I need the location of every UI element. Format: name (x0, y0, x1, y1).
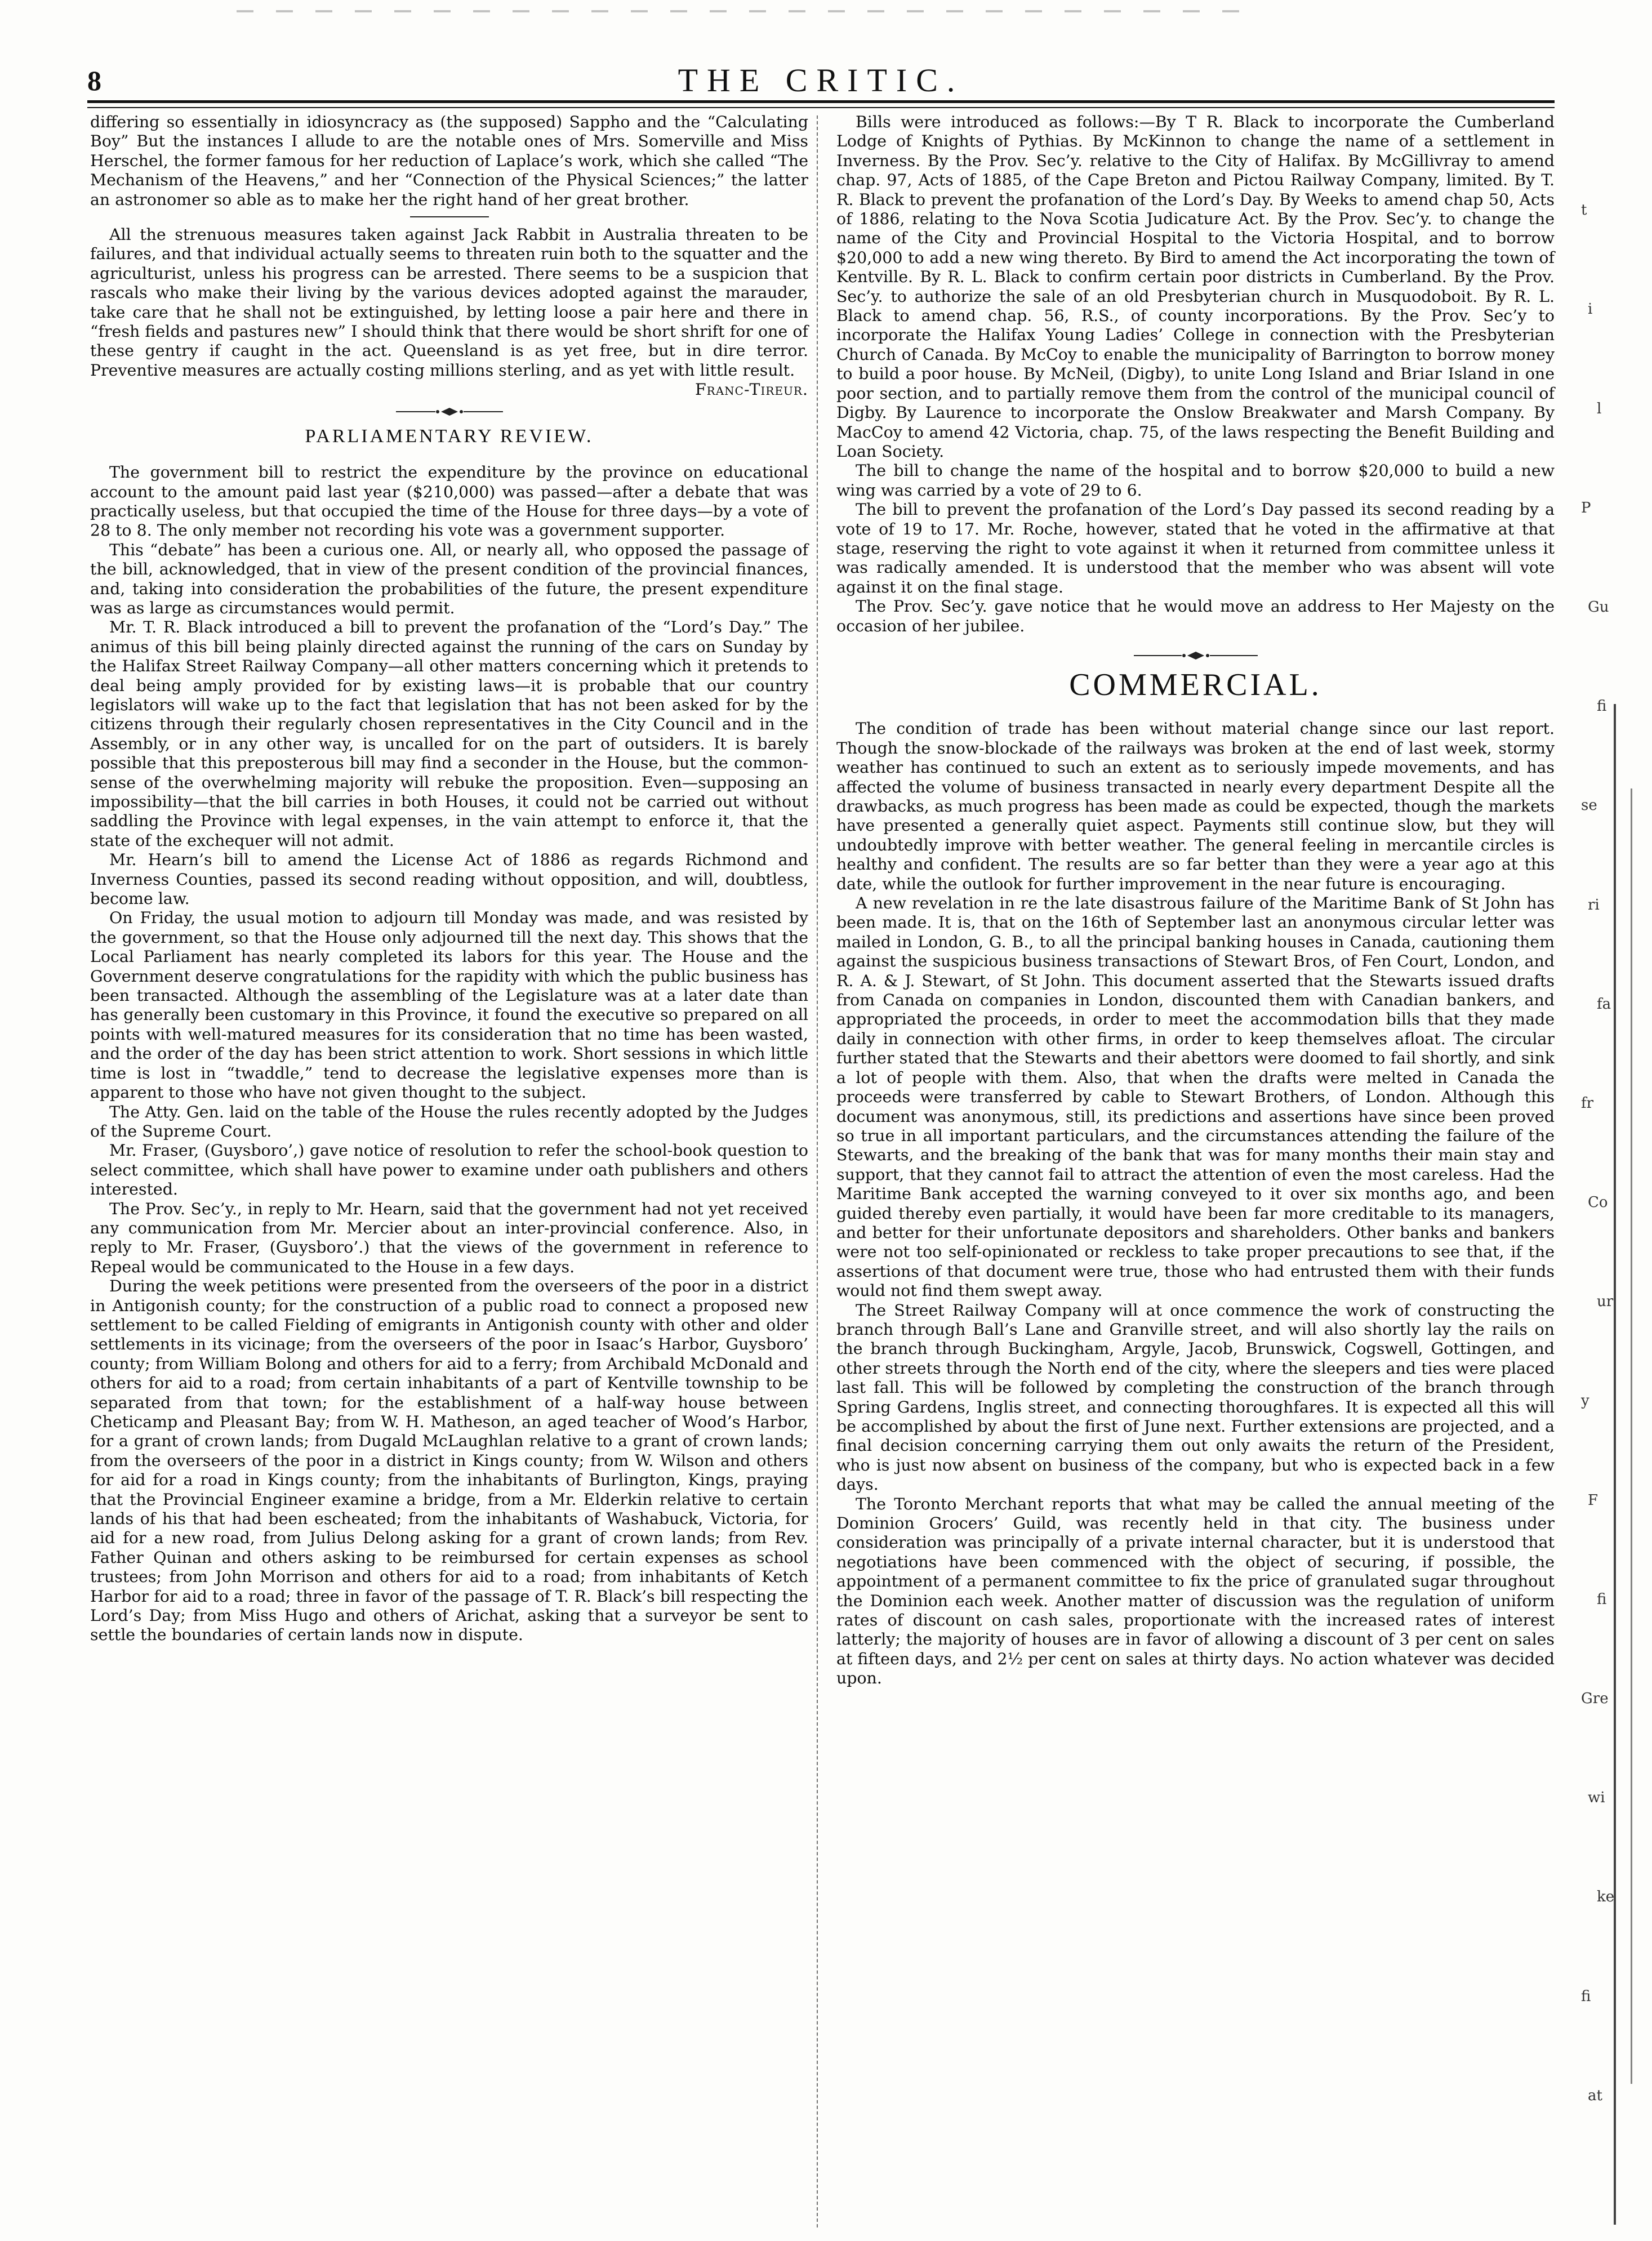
bills-paragraph: The bill to change the name of the hospital and to borrow $20,000 to build a new wing was carried by a vote of 29 to 6. (836, 461, 1555, 500)
edge-fragment: Gre (1581, 1690, 1609, 1707)
parliamentary-paragraph: Mr. Hearn’s bill to amend the License Act of 1886 as regards Richmond and Inverness Counties, passed its second reading without opposition, and will, doubtless, become law. (90, 850, 808, 908)
ornament-divider (90, 407, 808, 417)
parliamentary-paragraph: The Atty. Gen. laid on the table of the House the rules recently adopted by the Judges of the Supreme Court. (90, 1102, 808, 1140)
edge-fragment: F (1588, 1492, 1598, 1509)
edge-bar (1631, 788, 1632, 2084)
commercial-paragraph: A new revelation in re the late disastrous failure of the Maritime Bank of St John has been made. It is, that on the 16th of September last an anonymous circular letter was mailed in London, G. B., to all the principal banking houses in Canada, cautioning them against the suspicious business transactions of Stewart Bros, of Fen Court, London, and R. A. & J. Stewart, of St John. This document asserted that the Stewarts issued drafts from Canada on companies in London, discounted them with Canadian bankers, and appropriated the proceeds, in order to meet the accommodation bills that they made daily in connection with other firms, in order to keep themselves afloat. The circular further stated that the Stewarts and their abettors were doomed to fail shortly, and sink a lot of people with them. Also, that when the drafts were melted in Canada the proceeds were transferred by cable to Stewart Brothers, of London. Although this document was anonymous, still, its predictions and assertions have since been proved so true in all important particulars, and the circumstances attending the failure of the Stewarts, and the breaking of the bank that was for many months their main stay and support, that they cannot fail to attract the attention of even the most careless. Had the Maritime Bank accepted the warning conveyed to it over six months ago, and been guided thereby even partially, it would have been far more creditable to its managers, and better for their unfortunate depositors and shareholders. Other banks and bankers were not too self-opinionated or reckless to take proper precautions to see that, if the assertions of that document were true, those who had entrusted them with their funds would not find them swept away. (836, 894, 1555, 1300)
parliamentary-paragraph: Mr. Fraser, (Guysboro’,) gave notice of resolution to refer the school-book question to select committee, which shall have power to examine under oath publishers and others interested. (90, 1141, 808, 1199)
masthead-rule (87, 100, 1555, 108)
edge-fragment: fi (1597, 698, 1607, 715)
parliamentary-paragraph: On Friday, the usual motion to adjourn till Monday was made, and was resisted by the government, so that the House only adjourned till the next day. This shows that the Local Parliament has nearly completed its labors for this year. The House and the Government deserve congratulations for the rapidity with which the public business has been transacted. Although the assembling of the Legislature was at a later date than has generally been customary in this Province, it found the executive so prepared on all points with well-matured measures for its consideration that no time has been wasted, and the order of the day has been strict attention to work. Short sessions in which little time is lost in “twaddle,” tend to decrease the legislative expenses more than is apparent to those who have not given thought to the subject. (90, 908, 808, 1102)
signature-line (90, 380, 808, 399)
parliamentary-review-body (90, 463, 808, 1645)
parliamentary-paragraph: The government bill to restrict the expenditure by the province on educational account to the amount paid last year ($210,000) was passed—after a debate that was practically useless, but that occupied the time of the House for three days—by a vote of 28 to 8. The only member not recording his vote was a government supporter. (90, 463, 808, 540)
edge-fragment: P (1581, 500, 1591, 516)
commercial-section (836, 719, 1555, 1688)
rabbit-paragraph: All the strenuous measures taken against Jack Rabbit in Australia threaten to be failures, and that individual actually seems to threaten ruin both to the squatter and the agriculturist, unless his progress can be arrested. There seems to be a suspicion that rascals who make their living by the various devices adopted against the marauder, take care that he shall not be extinguished, by letting loose a pair here and there in “fresh fields and pastures new” I should think that there would be short shrift for one of these gentry if caught in the act. Queensland is as yet free, but in dire terror. Preventive measures are actually costing millions sterling, and as yet with little result. (90, 225, 808, 380)
bills-section (836, 113, 1555, 636)
edge-fragment: wi (1588, 1789, 1605, 1806)
parliamentary-paragraph: The Prov. Sec’y., in reply to Mr. Hearn, said that the government had not yet received any communication from Mr. Mercier about an inter-provincial conference. Also, in reply to Mr. Fraser, (Guysboro’.) that the views of the government in reference to Repeal would be communicated to the House in a few days. (90, 1199, 808, 1276)
edge-fragment: Gu (1588, 599, 1609, 616)
parliamentary-review-heading: PARLIAMENTARY REVIEW. (305, 425, 594, 447)
edge-fragment: fi (1581, 1988, 1591, 2005)
masthead (87, 62, 1555, 101)
edge-fragment: fa (1597, 996, 1611, 1013)
edge-fragment: ke (1597, 1888, 1615, 1905)
commercial-paragraph: The condition of trade has been without material change since our last report. Though the snow-blockade of the railways was broken at the end of last week, stormy weather has continued to such an extent as to seriously impede movements, and has affected the volume of business transacted in nearly every department Despite all the drawbacks, as much progress has been made as could be expected, though the markets have presented a generally quiet aspect. Payments still continue slow, but they will undoubtedly improve with better weather. The general feeling in mercantile circles is healthy and confident. The results are so far better than they were a year ago at this date, while the outlook for further improvement in the near future is encouraging. (836, 719, 1555, 893)
left-column (90, 113, 808, 2230)
parliamentary-paragraph: Mr. T. R. Black introduced a bill to prevent the profanation of the “Lord’s Day.” The animus of this bill being plainly directed against the running of the cars on Sunday by the Halifax Street Railway Company—all other matters concerning which it pretends to deal being amply provided for by existing laws—it is probable that our country legislators will wake up to the fact that legislation that has not been asked for by the citizens through their regularly chosen representatives in the City Council and in the Assembly, or in any other way, is uncalled for on the part of outsiders. It is barely possible that this preposterous bill may find a seconder in the House, but the common-sense of the overwhelming majority will rebuke the proposition. Even—supposing an impossibility—that the bill carries in both Houses, it could not be carried out without saddling the Province with legal expenses, in the vain attempt to enforce it, that the state of the exchequer will not admit. (90, 618, 808, 850)
opening-paragraph: differing so essentially in idiosyncracy as (the supposed) Sappho and the “Calculating Boy” But the instances I allude to are the notable ones of Mrs. Somerville and Miss Herschel, the former famous for her reduction of Laplace’s work, which she called “The Mechanism of the Heavens,” and her “Connection of the Physical Sciences;” the latter an astronomer so able as to make her the right hand of her great brother. (90, 113, 808, 209)
page-number: 8 (87, 65, 101, 96)
scan-artifact (237, 10, 1250, 12)
separator-rule (410, 216, 489, 217)
bills-paragraph: The Prov. Sec’y. gave notice that he would move an address to Her Majesty on the occasion of her jubilee. (836, 597, 1555, 635)
column-divider (817, 115, 818, 2227)
edge-fragment: ur (1597, 1293, 1614, 1310)
adjacent-page-edge (1580, 113, 1647, 2225)
edge-fragment: fr (1581, 1095, 1594, 1112)
ornament-divider (836, 651, 1555, 661)
edge-fragment: ri (1588, 897, 1600, 914)
edge-fragment: l (1597, 400, 1602, 417)
edge-fragment: t (1581, 202, 1587, 219)
bills-paragraph: The bill to prevent the profanation of the Lord’s Day passed its second reading by a vote of 19 to 17. Mr. Roche, however, stated that he voted in the affirmative at that stage, reserving the right to vote against it when it returned from committee unless it was radically amended. It is understood that the member who was absent will vote against it on the final stage. (836, 500, 1555, 596)
edge-fragment: i (1588, 301, 1593, 318)
edge-fragment: se (1581, 797, 1597, 814)
parliamentary-paragraph: During the week petitions were presented from the overseers of the poor in a district in Antigonish county; for the construction of a public road to connect a proposed new settlement to be called Fielding of emigrants in Antigonish county with other and older settlements in its vicinage; from the overseers of the poor in Isaac’s Harbor, Guysboro’ county; from William Bolong and others for aid to a ferry; from Archibald McDonald and others for aid to a road; from certain inhabitants of a part of Kentville township to be separated from that town; for the establishment of a half-way house between Cheticamp and Pleasant Bay; from W. H. Matheson, an aged teacher of Wood’s Harbor, for a grant of crown lands; from Dugald McLaughlan relative to a grant of crown lands; from the overseers of the poor in a district in Kings county; from W. Wilson and others for aid for a road in Kings county; from the inhabitants of Burlington, Kings, praying that the Provincial Engineer examine a bridge, from a Mr. Elderkin relative to certain lands of his that had been escheated; from the inhabitants of Washabuck, Victoria, for aid for a new road, from Julius Delong asking for a grant of crown lands; from Rev. Father Quinan and others asking to be reimbursed for certain expenses as school trustees; from John Morrison and others for aid to a road; from inhabitants of Ketch Harbor for aid to a road; three in favor of the passage of T. R. Black’s bill respecting the Lord’s Day; from Miss Hugo and others of Arichat, asking that a surveyor be sent to settle the boundaries of certain lands now in dispute. (90, 1277, 808, 1645)
newspaper-title: THE CRITIC. (678, 62, 964, 99)
right-column (836, 113, 1555, 2230)
edge-fragment: fi (1597, 1591, 1607, 1608)
commercial-paragraph: The Toronto Merchant reports that what may be called the annual meeting of the Dominion Grocers’ Guild, was recently held in that city. The business under consideration was principally of a private internal character, but it is understood that negotiations have been commenced with the object of securing, if possible, the appointment of a permanent committee to fix the price of granulated sugar throughout the Dominion each week. Another matter of discussion was the regulation of uniform rates of discount on cash sales, proportionate with the increased rates of interest latterly; the majority of houses are in favor of allowing a discount of 3 per cent on sales at fifteen days, and 2½ per cent on sales at thirty days. No action whatever was decided upon. (836, 1494, 1555, 1688)
parliamentary-paragraph: This “debate” has been a curious one. All, or nearly all, who opposed the passage of the bill, acknowledged, that in view of the present condition of the provincial finances, and, taking into consideration the probabilities of the future, the present expenditure was as large as circumstances would permit. (90, 540, 808, 617)
edge-fragment: y (1581, 1392, 1589, 1409)
commercial-paragraph: The Street Railway Company will at once commence the work of constructing the branch through Ball’s Lane and Granville street, and will also shortly lay the rails on the branch through Buckingham, Argyle, Jacob, Brunswick, Cogswell, Gottingen, and other streets through the North end of the city, where the sleepers and ties were placed last fall. This will be followed by completing the construction of the branch through Spring Gardens, Inglis street, and connecting thoroughfares. It is expected all this will be accomplished by about the first of June next. Further extensions are projected, and a final decision concerning carrying them out only awaits the return of the President, who is just now absent on business of the company, but who is expected back in a few days. (836, 1300, 1555, 1494)
bills-paragraph: Bills were introduced as follows:—By T R. Black to incorporate the Cumberland Lodge of Knights of Pythias. By McKinnon to change the name of a settlement in Inverness. By the Prov. Sec’y. relative to the City of Halifax. By McGillivray to amend chap. 97, Acts of 1885, of the Cape Breton and Pictou Railway Company, limited. By T. R. Black to prevent the profanation of the Lord’s Day. By Weeks to amend chap 50, Acts of 1886, relating to the Nova Scotia Judicature Act. By the Prov. Sec’y. to change the name of the City and Provincial Hospital to the Victoria Hospital, and to borrow $20,000 to add a new wing thereto. By Bird to amend the Act incorporating the town of Kentville. By R. L. Black to confirm certain poor districts in Cumberland. By the Prov. Sec’y. to authorize the sale of an old Presbyterian church in Musquodoboit. By R. L. Black to amend chap. 56, R.S., of county incorporations. By the Prov. Sec’y to incorporate the Halifax Young Ladies’ College in connection with the Presbyterian Church of Canada. By McCoy to enable the municipality of Barrington to borrow money to build a poor house. By McNeil, (Digby), to unite Long Island and Briar Island in one poor section, and to partially remove them from the control of the municipal council of Digby. By Laurence to incorporate the Onslow Breakwater and Marsh Company. By MacCoy to amend 42 Victoria, chap. 75, of the laws respecting the Benefit Building and Loan Society. (836, 113, 1555, 461)
commercial-heading: COMMERCIAL. (1069, 667, 1322, 702)
author-signature: Franc-Tireur. (694, 380, 808, 399)
edge-bar (1614, 704, 1616, 2225)
edge-fragment: Co (1588, 1194, 1608, 1211)
edge-fragment: at (1588, 2087, 1602, 2104)
